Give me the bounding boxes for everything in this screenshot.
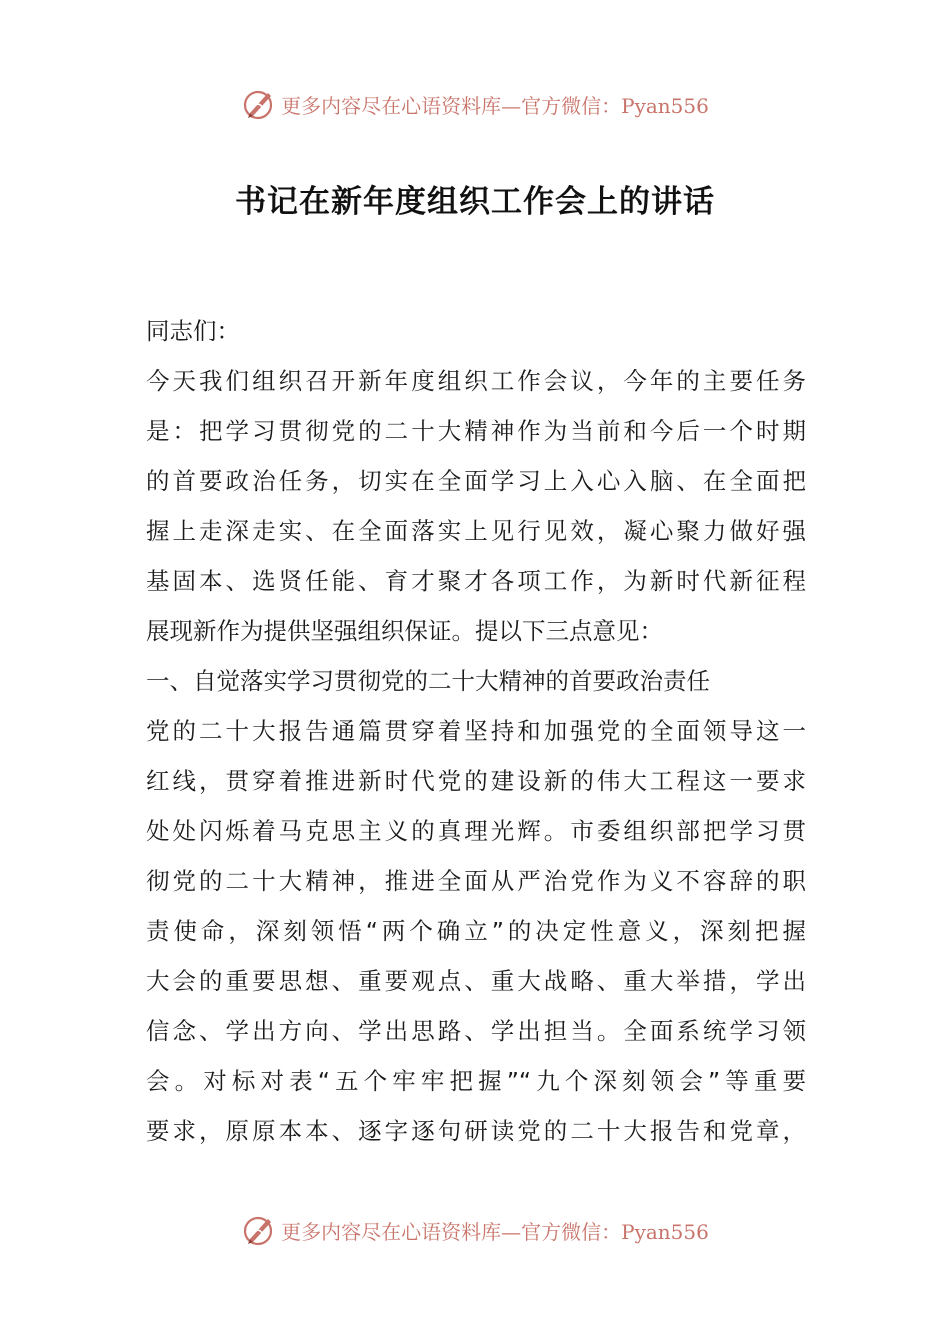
paragraph-line: 的首要政治任务，切实在全面学习上入心入脑、在全面把 (146, 467, 806, 495)
watermark-text: 更多内容尽在心语资料库—官方微信：Pyan556 (281, 1219, 709, 1244)
paragraph-line: 今天我们组织召开新年度组织工作会议，今年的主要任务 (146, 367, 806, 395)
paragraph-line: 是：把学习贯彻党的二十大精神作为当前和今后一个时期 (146, 417, 806, 445)
paragraph-line: 信念、学出方向、学出思路、学出担当。全面系统学习领 (146, 1017, 806, 1045)
watermark-banner-bottom (0, 1210, 950, 1250)
paragraph-line: 会。对标对表“五个牢牢把握”“九个深刻领会”等重要 (146, 1067, 806, 1095)
document-title: 书记在新年度组织工作会上的讲话 (235, 184, 715, 220)
salutation-line: 同志们： (146, 317, 240, 345)
paragraph-line: 展现新作为提供坚强组织保证。提以下三点意见： (146, 617, 663, 645)
pen-logo-icon (241, 86, 277, 122)
paragraph-line: 责使命，深刻领悟“两个确立”的决定性意义，深刻把握 (146, 917, 806, 945)
paragraph-line: 要求，原原本本、逐字逐句研读党的二十大报告和党章， (146, 1117, 806, 1145)
paragraph-line: 基固本、选贤任能、育才聚才各项工作，为新时代新征程 (146, 567, 806, 595)
paragraph-line: 党的二十大报告通篇贯穿着坚持和加强党的全面领导这一 (146, 717, 806, 745)
pen-logo-icon (241, 1212, 277, 1248)
document-body (146, 306, 806, 1156)
watermark-text: 更多内容尽在心语资料库—官方微信：Pyan556 (281, 93, 709, 118)
paragraph-line: 红线，贯穿着推进新时代党的建设新的伟大工程这一要求 (146, 767, 806, 795)
paragraph-line: 大会的重要思想、重要观点、重大战略、重大举措，学出 (146, 967, 806, 995)
paragraph-line: 处处闪烁着马克思主义的真理光辉。市委组织部把学习贯 (146, 817, 806, 845)
watermark-banner-top (0, 84, 950, 124)
paragraph-line: 握上走深走实、在全面落实上见行见效，凝心聚力做好强 (146, 517, 806, 545)
paragraph-line: 彻党的二十大精神，推进全面从严治党作为义不容辞的职 (146, 867, 806, 895)
section-heading: 一、自觉落实学习贯彻党的二十大精神的首要政治责任 (146, 667, 710, 695)
